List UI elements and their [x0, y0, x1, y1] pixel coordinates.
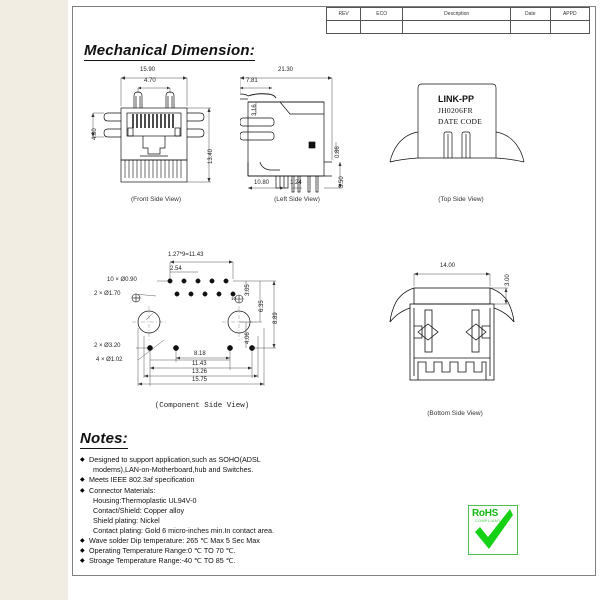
component-side-view — [94, 252, 314, 422]
component-dim-635: 6.35 — [259, 300, 265, 312]
bottom-side-view-label: (Bottom Side View) — [427, 410, 483, 417]
front-dim-latch-height: 4.80 — [92, 128, 98, 140]
rohs-subtitle: COMPLIANT — [475, 518, 501, 523]
component-dim-1575: 15.75 — [192, 377, 208, 383]
front-side-view — [78, 66, 228, 211]
top-side-view-drawing — [386, 66, 546, 196]
rev-header-date: Date — [511, 8, 550, 21]
top-view-part-marking: JH0206FR — [438, 106, 473, 115]
note-item: ◆ Designed to support application,such as SOHO(ADSL — [80, 455, 410, 465]
left-side-view — [240, 66, 390, 211]
bottom-dim-height: 3.00 — [505, 274, 511, 286]
note-item: ◆ Operating Temperature Range:0 ℃ TO 70 ℃. — [80, 546, 410, 556]
note-subitem: Shield plating: Nickel — [93, 515, 160, 525]
top-side-view — [386, 66, 546, 211]
note-item: ◆ Stroage Temperature Range:-40 ℃ TO 85 ℃. — [80, 556, 410, 566]
left-dim-upper-height: 3.16 — [252, 104, 258, 116]
component-dim-row-pitch: 2.54 — [170, 266, 182, 272]
top-side-view-label: (Top Side View) — [438, 196, 484, 203]
notes-heading: Notes: — [80, 430, 128, 449]
rev-cell-appd — [550, 21, 589, 34]
rev-header-eco: ECO — [361, 8, 403, 21]
front-dim-width: 15.90 — [140, 67, 156, 73]
rohs-title: RoHS — [472, 508, 499, 519]
note-item: ◆ Wave solder Dip temperature: 265 ℃ Max 5 Sec Max — [80, 536, 410, 546]
note-subitem: Contact plating: Gold 6 micro-inches min.In contact area. — [93, 525, 274, 535]
revision-table-header-row — [327, 8, 590, 21]
component-dim-889: 8.89 — [273, 312, 279, 324]
front-dim-height: 13.40 — [208, 148, 214, 164]
revision-table-row — [327, 21, 590, 34]
left-dim-tail-small: 0.86 — [335, 146, 341, 158]
rev-header-description: Description — [403, 8, 511, 21]
notes-list — [80, 455, 410, 566]
front-side-view-drawing — [78, 66, 228, 196]
component-side-view-label: (Component Side View) — [154, 402, 250, 410]
note-subitem: modems),LAN-on-Motherboard,hub and Switches. — [93, 465, 254, 475]
left-side-view-drawing — [240, 66, 390, 196]
component-callout-hole-090: 10 × Ø0.90 — [107, 277, 137, 283]
notes-section — [80, 430, 410, 566]
left-dim-body-length: 10.80 — [254, 180, 270, 186]
rev-header-rev: REV — [327, 8, 361, 21]
component-dim-818: 8.18 — [194, 351, 206, 357]
drawing-sheet — [68, 0, 600, 600]
mechanical-dimension-heading-wrap — [84, 42, 255, 61]
component-dim-1326: 13.26 — [192, 369, 208, 375]
left-dim-front-face: 7.81 — [246, 78, 258, 84]
top-view-date-code-marking: DATE CODE — [438, 117, 483, 126]
left-dim-pin-pitch: 1.24 — [290, 180, 302, 186]
rev-cell-date — [511, 21, 550, 34]
note-item: ◆ Connector Materials: — [80, 486, 410, 496]
component-dim-406: 4.06 — [245, 332, 251, 344]
left-dim-tail-height: 3.50 — [339, 176, 345, 188]
front-dim-led-spacing: 4.70 — [144, 78, 156, 84]
rev-cell-eco — [361, 21, 403, 34]
bottom-side-view — [388, 258, 558, 418]
bottom-dim-width: 14.00 — [440, 263, 456, 269]
front-side-view-label: (Front Side View) — [130, 196, 182, 203]
component-dim-pin-array: 1.27*9=11.43 — [168, 252, 204, 258]
revision-table — [326, 7, 590, 34]
note-subitem: Housing:Thermoplastic UL94V-0 — [93, 495, 197, 505]
component-callout-hole-102: 4 × Ø1.02 — [96, 357, 123, 363]
top-view-brand-marking: LINK-PP — [438, 94, 474, 104]
component-pin-number-10: 10 — [231, 296, 237, 301]
component-callout-hole-320: 2 × Ø3.20 — [94, 343, 121, 349]
left-dim-length: 21.30 — [278, 67, 294, 73]
rohs-logo — [468, 505, 518, 555]
rev-header-appd: APPD — [550, 8, 589, 21]
component-dim-1143: 11.43 — [192, 361, 207, 367]
rev-cell-description — [403, 21, 511, 34]
rohs-checkmark-icon — [469, 506, 517, 554]
rev-cell-rev — [327, 21, 361, 34]
note-subitem: Contact/Shield: Copper alloy — [93, 505, 185, 515]
component-callout-hole-170: 2 × Ø1.70 — [94, 291, 121, 297]
left-side-view-label: (Left Side View) — [274, 196, 320, 203]
mechanical-dimension-heading: Mechanical Dimension: — [84, 42, 255, 61]
bottom-side-view-drawing — [388, 258, 558, 408]
note-item: ◆ Meets IEEE 802.3af specification — [80, 475, 410, 485]
component-dim-305: 3.05 — [245, 284, 251, 296]
